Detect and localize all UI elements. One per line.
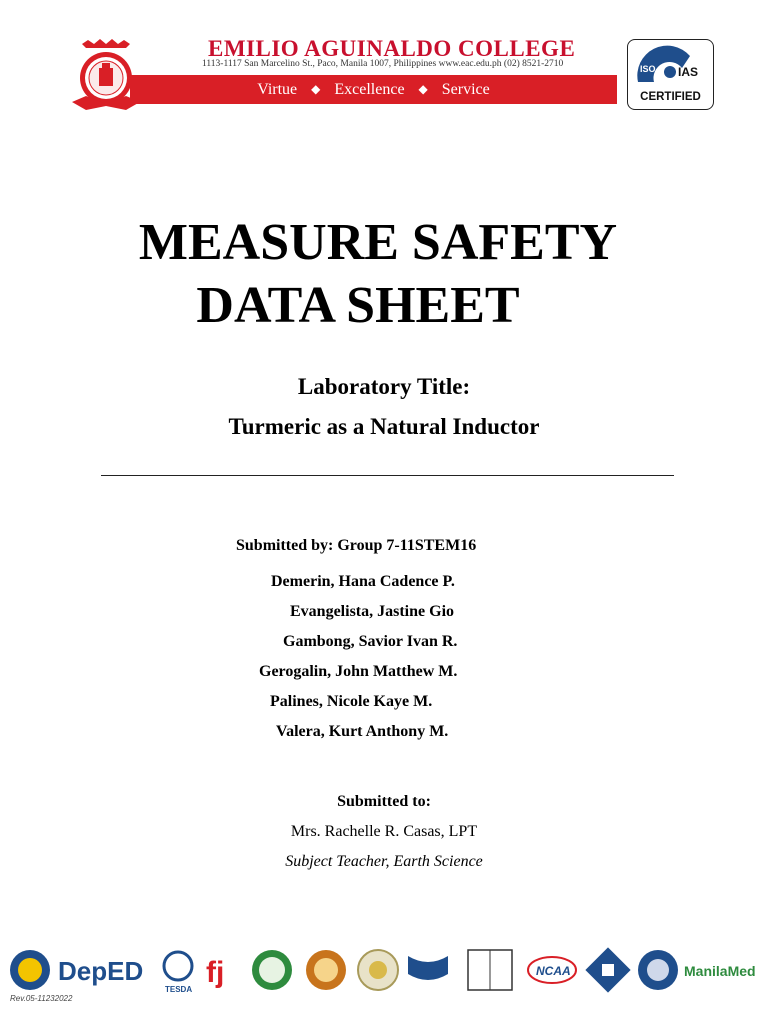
motto-virtue: Virtue xyxy=(257,80,298,98)
member-name: Valera, Kurt Anthony M. xyxy=(276,723,449,740)
document-title-line-2: DATA SHEET xyxy=(196,277,520,334)
member-name: Evangelista, Jastine Gio xyxy=(290,603,455,620)
teacher-name: Mrs. Rachelle R. Casas, LPT xyxy=(290,823,478,840)
wave-logo-icon xyxy=(408,956,448,980)
document-title-line-1: MEASURE SAFETY xyxy=(138,214,618,271)
accreditation-logos xyxy=(8,946,760,994)
laboratory-title: Turmeric as a Natural Inductor xyxy=(228,414,540,439)
green-seal-icon xyxy=(252,950,292,990)
svg-text:TESDA: TESDA xyxy=(165,985,193,994)
iso-certified-badge xyxy=(627,39,714,110)
blue-seal-icon xyxy=(638,950,678,990)
cross-logo-icon xyxy=(585,947,630,992)
svg-text:ManilaMed: ManilaMed xyxy=(684,963,756,979)
submitted-to-label: Submitted to: xyxy=(337,793,431,810)
fj-logo-icon xyxy=(206,956,224,989)
member-name: Gerogalin, John Matthew M. xyxy=(259,663,458,680)
teacher-role: Subject Teacher, Earth Science xyxy=(285,853,483,870)
gold-seal-icon xyxy=(358,950,398,990)
diamond-icon: ◆ xyxy=(418,82,428,96)
svg-text:DepED: DepED xyxy=(58,956,144,986)
college-address: 1113-1117 San Marcelino St., Paco, Manila 1007, Philippines www.eac.edu.ph (02) 8521-2710 xyxy=(202,59,564,69)
submitted-by-label: Submitted by: Group 7-11STEM16 xyxy=(236,537,477,554)
svg-text:NCAA: NCAA xyxy=(536,964,571,978)
svg-text:fj: fj xyxy=(206,956,225,989)
iso-ias-logo-icon xyxy=(628,42,712,90)
deped-logo-icon xyxy=(58,956,143,986)
tesda-logo-icon xyxy=(164,952,192,994)
motto-bar xyxy=(130,75,617,104)
member-name: Palines, Nicole Kaye M. xyxy=(270,693,433,710)
certified-label: CERTIFIED xyxy=(640,91,701,103)
manilamed-logo-icon xyxy=(684,963,756,979)
laboratory-title-label: Laboratory Title: xyxy=(297,374,471,399)
motto-excellence: Excellence xyxy=(334,80,405,98)
seal-logo-icon xyxy=(10,950,50,990)
divider-line xyxy=(101,475,674,476)
college-name: EMILIO AGUINALDO COLLEGE xyxy=(208,36,576,61)
ncaa-logo-icon xyxy=(528,957,576,983)
book-logo-icon xyxy=(468,950,512,990)
svg-text:ISO: ISO xyxy=(640,64,656,74)
diamond-icon: ◆ xyxy=(311,82,321,96)
revision-label: Rev.05-11232022 xyxy=(10,994,73,1003)
motto-service: Service xyxy=(441,80,490,98)
member-name: Gambong, Savior Ivan R. xyxy=(283,633,458,650)
orange-seal-icon xyxy=(306,950,346,990)
member-name: Demerin, Hana Cadence P. xyxy=(271,573,455,590)
svg-text:IAS: IAS xyxy=(678,65,699,79)
